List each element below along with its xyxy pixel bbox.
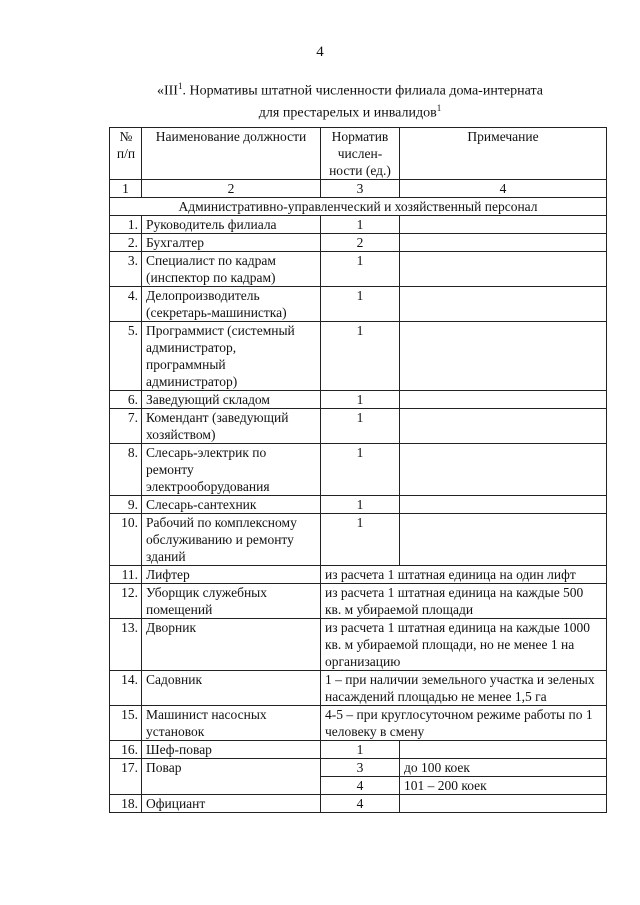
row-norm: 1 — [321, 741, 400, 759]
row-num: 4. — [110, 287, 142, 322]
table-row — [110, 287, 607, 322]
title-prefix: «III — [156, 83, 178, 99]
row-note — [400, 741, 607, 759]
row-name: Бухгалтер — [142, 234, 321, 252]
row-note: из расчета 1 штатная единица на каждые 500 кв. м убираемой площади — [321, 584, 607, 619]
row-name: Программист (системный администратор, программный администратор) — [142, 322, 321, 391]
row-num: 16. — [110, 741, 142, 759]
row-num: 8. — [110, 444, 142, 496]
header-norm: Норматив числен- ности (ед.) — [321, 128, 400, 180]
table-row — [110, 444, 607, 496]
table-row — [110, 409, 607, 444]
row-note — [400, 496, 607, 514]
title-footnote-2: 1 — [436, 102, 442, 113]
staffing-table — [109, 127, 607, 813]
table-row — [110, 619, 607, 671]
row-name: Машинист насосных установок — [142, 706, 321, 741]
section-row — [110, 198, 607, 216]
table-row — [110, 252, 607, 287]
table-row — [110, 391, 607, 409]
col-num-1: 1 — [110, 180, 142, 198]
row-note — [400, 234, 607, 252]
row-num: 1. — [110, 216, 142, 234]
row-norm: 1 — [321, 514, 400, 566]
row-norm: 1 — [321, 252, 400, 287]
table-row — [110, 584, 607, 619]
row-num: 11. — [110, 566, 142, 584]
row-note — [400, 409, 607, 444]
row-note — [400, 444, 607, 496]
row-name: Рабочий по комплексному обслуживанию и ремонту зданий — [142, 514, 321, 566]
row-note — [400, 287, 607, 322]
table-row — [110, 795, 607, 813]
row-norm: 1 — [321, 287, 400, 322]
col-num-3: 3 — [321, 180, 400, 198]
row-note — [400, 391, 607, 409]
row-name: Повар — [142, 759, 321, 795]
row-name: Официант — [142, 795, 321, 813]
row-note: из расчета 1 штатная единица на каждые 1000 кв. м убираемой площади, но не менее 1 на организацию — [321, 619, 607, 671]
row-norm: 3 — [321, 759, 400, 777]
row-num: 18. — [110, 795, 142, 813]
row-norm: 2 — [321, 234, 400, 252]
row-note — [400, 216, 607, 234]
col-num-4: 4 — [400, 180, 607, 198]
table-row — [110, 496, 607, 514]
table-body — [110, 216, 607, 566]
row-name: Комендант (заведующий хозяйством) — [142, 409, 321, 444]
row-name: Руководитель филиала — [142, 216, 321, 234]
table-row — [110, 234, 607, 252]
header-note: Примечание — [400, 128, 607, 180]
document-title — [100, 78, 600, 121]
row-num: 12. — [110, 584, 142, 619]
table-row — [110, 671, 607, 706]
row-norm: 1 — [321, 496, 400, 514]
row-num: 15. — [110, 706, 142, 741]
title-line1: . Нормативы штатной численности филиала дома-интерната — [182, 83, 543, 99]
row-norm: 1 — [321, 216, 400, 234]
row-num: 9. — [110, 496, 142, 514]
page-number: 4 — [316, 44, 324, 60]
row-num: 17. — [110, 759, 142, 795]
row-note: до 100 коек — [400, 759, 607, 777]
row-num: 14. — [110, 671, 142, 706]
row-norm: 1 — [321, 409, 400, 444]
row-name: Шеф-повар — [142, 741, 321, 759]
row-note: 101 – 200 коек — [400, 777, 607, 795]
row-name: Слесарь-электрик по ремонту электрооборудования — [142, 444, 321, 496]
row-num: 5. — [110, 322, 142, 391]
row-norm: 1 — [321, 391, 400, 409]
title-line2: для престарелых и инвалидов — [258, 105, 437, 121]
row-note: 4-5 – при круглосуточном режиме работы по 1 человеку в смену — [321, 706, 607, 741]
row-name: Слесарь-сантехник — [142, 496, 321, 514]
table-body-span — [110, 566, 607, 741]
row-num: 2. — [110, 234, 142, 252]
row-name: Садовник — [142, 671, 321, 706]
column-number-row — [110, 180, 607, 198]
row-note — [400, 252, 607, 287]
row-name: Лифтер — [142, 566, 321, 584]
row-num: 7. — [110, 409, 142, 444]
table-row — [110, 514, 607, 566]
table-row — [110, 566, 607, 584]
row-note — [400, 795, 607, 813]
title-footnote-1: 1 — [177, 81, 183, 91]
row-num: 13. — [110, 619, 142, 671]
row-note — [400, 514, 607, 566]
table-row — [110, 706, 607, 741]
table-row — [110, 759, 607, 777]
row-note: 1 – при наличии земельного участка и зеленых насаждений площадью не менее 1,5 га — [321, 671, 607, 706]
row-name: Заведующий складом — [142, 391, 321, 409]
row-note: из расчета 1 штатная единица на один лифт — [321, 566, 607, 584]
row-norm: 4 — [321, 795, 400, 813]
row-num: 6. — [110, 391, 142, 409]
header-num: № п/п — [110, 128, 142, 180]
header-row — [110, 128, 607, 180]
table-row — [110, 216, 607, 234]
row-norm: 1 — [321, 322, 400, 391]
row-name: Делопроизводитель (секретарь-машинистка) — [142, 287, 321, 322]
row-name: Специалист по кадрам (инспектор по кадрам) — [142, 252, 321, 287]
row-name: Уборщик служебных помещений — [142, 584, 321, 619]
row-num: 10. — [110, 514, 142, 566]
row-num: 3. — [110, 252, 142, 287]
header-name: Наименование должности — [142, 128, 321, 180]
section-title: Административно-управленческий и хозяйственный персонал — [110, 198, 607, 216]
row-norm: 4 — [321, 777, 400, 795]
table-row — [110, 741, 607, 759]
table-row — [110, 322, 607, 391]
row-name: Дворник — [142, 619, 321, 671]
row-norm: 1 — [321, 444, 400, 496]
row-note — [400, 322, 607, 391]
col-num-2: 2 — [142, 180, 321, 198]
